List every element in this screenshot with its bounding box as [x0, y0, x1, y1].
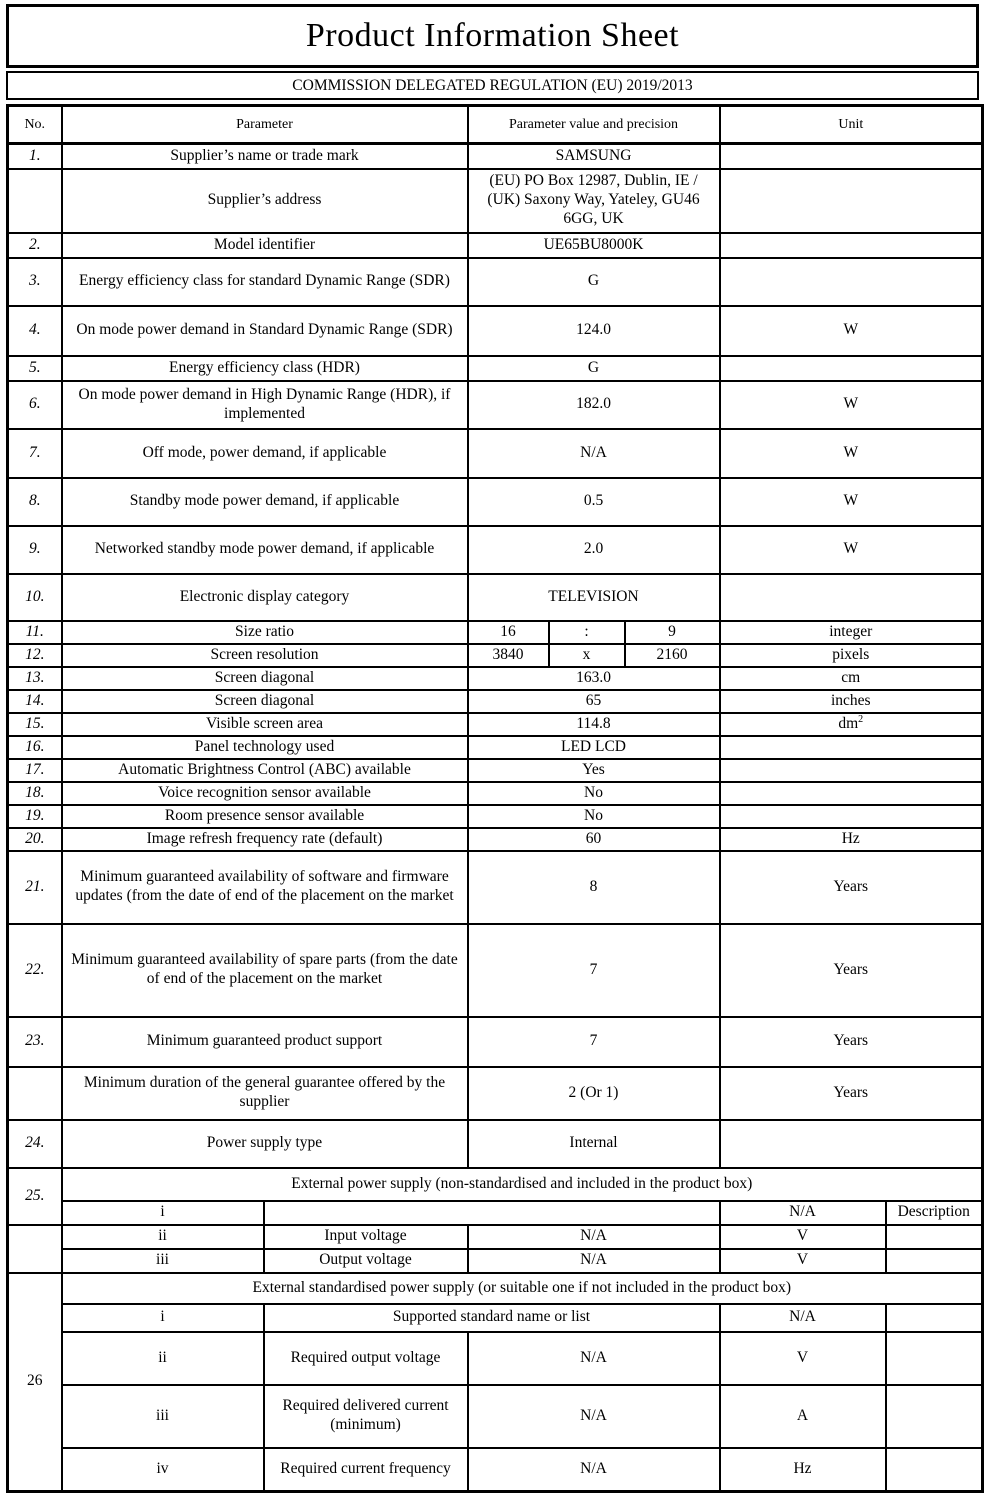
unit-cell [720, 1120, 983, 1168]
roman-index-cell: i [62, 1304, 264, 1332]
table-row [8, 782, 983, 805]
parameter-cell: On mode power demand in High Dynamic Range (HDR), if implemented [62, 381, 468, 429]
unit-cell: Years [720, 1017, 983, 1067]
parameter-cell: Screen diagonal [62, 690, 468, 713]
value-cell: N/A [468, 1385, 720, 1448]
parameter-cell: On mode power demand in Standard Dynamic Range (SDR) [62, 306, 468, 356]
header-no: No. [8, 106, 62, 144]
row-number-cell: 25. [8, 1168, 62, 1225]
unit-cell [720, 713, 983, 736]
section-26-sub-row-iv [8, 1448, 983, 1492]
unit-cell: W [720, 526, 983, 574]
row-number-cell: 19. [8, 805, 62, 828]
row-number-cell [8, 169, 62, 233]
section-25-sub-row-ii [8, 1225, 983, 1249]
row-number-cell: 2. [8, 233, 62, 258]
row-number-cell: 17. [8, 759, 62, 782]
value-cell: 182.0 [468, 381, 720, 429]
table-row [8, 736, 983, 759]
value-cell-separator: : [549, 621, 625, 644]
value-cell: Yes [468, 759, 720, 782]
value-cell: G [468, 356, 720, 381]
row-number-cell: 4. [8, 306, 62, 356]
description-cell: Description [886, 1201, 983, 1225]
section-25-sub-row-i [8, 1201, 983, 1225]
table-row [8, 144, 983, 169]
row-number-cell [8, 1225, 62, 1273]
table-row-screen-resolution [8, 644, 983, 667]
table-row [8, 667, 983, 690]
unit-cell [720, 805, 983, 828]
parameter-cell: Model identifier [62, 233, 468, 258]
unit-cell: W [720, 381, 983, 429]
parameter-cell: Size ratio [62, 621, 468, 644]
row-number-cell: 15. [8, 713, 62, 736]
unit-cell: V [720, 1225, 886, 1249]
parameter-cell: Input voltage [264, 1225, 468, 1249]
parameter-cell: Energy efficiency class for standard Dynamic Range (SDR) [62, 258, 468, 306]
row-number-cell: 11. [8, 621, 62, 644]
parameter-cell: Automatic Brightness Control (ABC) available [62, 759, 468, 782]
table-row-visible-screen-area [8, 713, 983, 736]
table-row-size-ratio [8, 621, 983, 644]
row-number-cell: 20. [8, 828, 62, 851]
unit-cell: Hz [720, 1448, 886, 1492]
value-cell: 7 [468, 924, 720, 1017]
unit-cell: Hz [720, 828, 983, 851]
parameter-cell: Electronic display category [62, 574, 468, 621]
section-25-header-row [8, 1168, 983, 1201]
table-row [8, 381, 983, 429]
parameter-cell: Screen diagonal [62, 667, 468, 690]
parameter-cell: Voice recognition sensor available [62, 782, 468, 805]
table-row [8, 851, 983, 924]
roman-index-cell: iii [62, 1249, 264, 1273]
unit-cell [720, 169, 983, 233]
section-26-sub-row-ii [8, 1332, 983, 1385]
parameter-cell: Required output voltage [264, 1332, 468, 1385]
row-number-cell: 23. [8, 1017, 62, 1067]
parameter-cell: Required delivered current (minimum) [264, 1385, 468, 1448]
section-header-cell: External power supply (non-standardised and included in the product box) [62, 1168, 983, 1201]
value-cell: N/A [720, 1304, 886, 1332]
row-number-cell: 5. [8, 356, 62, 381]
description-cell [886, 1448, 983, 1492]
parameter-cell: Supplier’s name or trade mark [62, 144, 468, 169]
unit-cell: W [720, 429, 983, 478]
unit-cell [720, 574, 983, 621]
row-number-cell: 24. [8, 1120, 62, 1168]
row-number-cell: 8. [8, 478, 62, 526]
unit-cell [720, 258, 983, 306]
section-26-sub-row-i [8, 1304, 983, 1332]
value-cell: N/A [468, 1332, 720, 1385]
table-row [8, 828, 983, 851]
table-row [8, 429, 983, 478]
section-26-header-row [8, 1273, 983, 1304]
value-cell: 7 [468, 1017, 720, 1067]
value-cell: (EU) PO Box 12987, Dublin, IE / (UK) Saxony Way, Yateley, GU46 6GG, UK [468, 169, 720, 233]
value-cell-width: 16 [468, 621, 549, 644]
unit-text: dm [838, 714, 859, 732]
value-cell-height: 9 [625, 621, 720, 644]
table-row [8, 258, 983, 306]
value-cell: TELEVISION [468, 574, 720, 621]
description-cell [886, 1385, 983, 1448]
parameter-cell: Screen resolution [62, 644, 468, 667]
value-cell-width: 3840 [468, 644, 549, 667]
value-cell: 8 [468, 851, 720, 924]
section-25-sub-row-iii [8, 1249, 983, 1273]
table-row [8, 924, 983, 1017]
parameter-cell: Minimum duration of the general guarantee offered by the supplier [62, 1067, 468, 1120]
parameter-cell: Minimum guaranteed availability of software and firmware updates (from the date of end of the placement on the market [62, 851, 468, 924]
page-title: Product Information Sheet [6, 4, 979, 68]
row-number-cell: 21. [8, 851, 62, 924]
row-number-cell: 12. [8, 644, 62, 667]
value-cell: 2.0 [468, 526, 720, 574]
roman-index-cell: ii [62, 1332, 264, 1385]
table-row [8, 1067, 983, 1120]
unit-cell: W [720, 478, 983, 526]
parameter-cell: Minimum guaranteed product support [62, 1017, 468, 1067]
value-cell: 0.5 [468, 478, 720, 526]
product-table [6, 104, 984, 1493]
blank-label-cell [264, 1201, 720, 1225]
value-cell: 124.0 [468, 306, 720, 356]
value-cell: 163.0 [468, 667, 720, 690]
row-number-cell: 1. [8, 144, 62, 169]
value-cell: No [468, 805, 720, 828]
unit-cell: inches [720, 690, 983, 713]
parameter-cell: Minimum guaranteed availability of spare parts (from the date of end of the placement on the market [62, 924, 468, 1017]
value-cell: No [468, 782, 720, 805]
value-cell: N/A [468, 1448, 720, 1492]
table-row [8, 356, 983, 381]
value-cell: SAMSUNG [468, 144, 720, 169]
unit-cell: Years [720, 1067, 983, 1120]
header-unit: Unit [720, 106, 983, 144]
row-number-cell: 22. [8, 924, 62, 1017]
unit-cell: cm [720, 667, 983, 690]
unit-superscript: 2 [858, 713, 864, 725]
value-cell: 60 [468, 828, 720, 851]
value-cell: Internal [468, 1120, 720, 1168]
description-cell [886, 1249, 983, 1273]
row-number-cell: 13. [8, 667, 62, 690]
section-26-sub-row-iii [8, 1385, 983, 1448]
parameter-cell: Supported standard name or list [264, 1304, 720, 1332]
unit-cell: V [720, 1249, 886, 1273]
value-cell: N/A [468, 1249, 720, 1273]
table-row [8, 805, 983, 828]
parameter-cell: Room presence sensor available [62, 805, 468, 828]
table-row [8, 169, 983, 233]
row-number-cell: 18. [8, 782, 62, 805]
description-cell [886, 1332, 983, 1385]
value-cell: N/A [468, 429, 720, 478]
row-number-cell [8, 1067, 62, 1120]
table-row [8, 759, 983, 782]
table-row [8, 478, 983, 526]
parameter-cell: Supplier’s address [62, 169, 468, 233]
value-cell: N/A [468, 1225, 720, 1249]
unit-cell: Years [720, 851, 983, 924]
table-row [8, 306, 983, 356]
parameter-cell: Visible screen area [62, 713, 468, 736]
unit-cell: pixels [720, 644, 983, 667]
unit-cell [720, 233, 983, 258]
row-number-cell: 26 [8, 1273, 62, 1492]
unit-cell: A [720, 1385, 886, 1448]
header-parameter: Parameter [62, 106, 468, 144]
unit-cell [720, 759, 983, 782]
parameter-cell: Networked standby mode power demand, if applicable [62, 526, 468, 574]
parameter-cell: Off mode, power demand, if applicable [62, 429, 468, 478]
value-cell: UE65BU8000K [468, 233, 720, 258]
regulation-banner: COMMISSION DELEGATED REGULATION (EU) 2019/2013 [6, 71, 979, 100]
value-cell: N/A [720, 1201, 886, 1225]
row-number-cell: 14. [8, 690, 62, 713]
parameter-cell: Required current frequency [264, 1448, 468, 1492]
table-row [8, 690, 983, 713]
parameter-cell: Panel technology used [62, 736, 468, 759]
value-cell: 65 [468, 690, 720, 713]
table-row [8, 1120, 983, 1168]
value-cell: LED LCD [468, 736, 720, 759]
table-row [8, 574, 983, 621]
row-number-cell: 3. [8, 258, 62, 306]
value-cell: G [468, 258, 720, 306]
table-row [8, 233, 983, 258]
roman-index-cell: i [62, 1201, 264, 1225]
row-number-cell: 7. [8, 429, 62, 478]
description-cell [886, 1304, 983, 1332]
row-number-cell: 9. [8, 526, 62, 574]
value-cell-separator: x [549, 644, 625, 667]
parameter-cell: Standby mode power demand, if applicable [62, 478, 468, 526]
unit-cell [720, 144, 983, 169]
parameter-cell: Energy efficiency class (HDR) [62, 356, 468, 381]
unit-cell [720, 782, 983, 805]
row-number-cell: 10. [8, 574, 62, 621]
unit-cell: V [720, 1332, 886, 1385]
parameter-cell: Output voltage [264, 1249, 468, 1273]
roman-index-cell: iii [62, 1385, 264, 1448]
row-number-cell: 6. [8, 381, 62, 429]
roman-index-cell: iv [62, 1448, 264, 1492]
unit-cell: integer [720, 621, 983, 644]
unit-cell: W [720, 306, 983, 356]
table-header-row [8, 106, 983, 144]
section-header-cell: External standardised power supply (or suitable one if not included in the product box) [62, 1273, 983, 1304]
unit-cell [720, 736, 983, 759]
row-number-cell: 16. [8, 736, 62, 759]
table-row [8, 1017, 983, 1067]
header-value: Parameter value and precision [468, 106, 720, 144]
description-cell [886, 1225, 983, 1249]
value-cell: 114.8 [468, 713, 720, 736]
parameter-cell: Power supply type [62, 1120, 468, 1168]
parameter-cell: Image refresh frequency rate (default) [62, 828, 468, 851]
unit-cell: Years [720, 924, 983, 1017]
unit-cell [720, 356, 983, 381]
table-row [8, 526, 983, 574]
roman-index-cell: ii [62, 1225, 264, 1249]
value-cell: 2 (Or 1) [468, 1067, 720, 1120]
value-cell-height: 2160 [625, 644, 720, 667]
